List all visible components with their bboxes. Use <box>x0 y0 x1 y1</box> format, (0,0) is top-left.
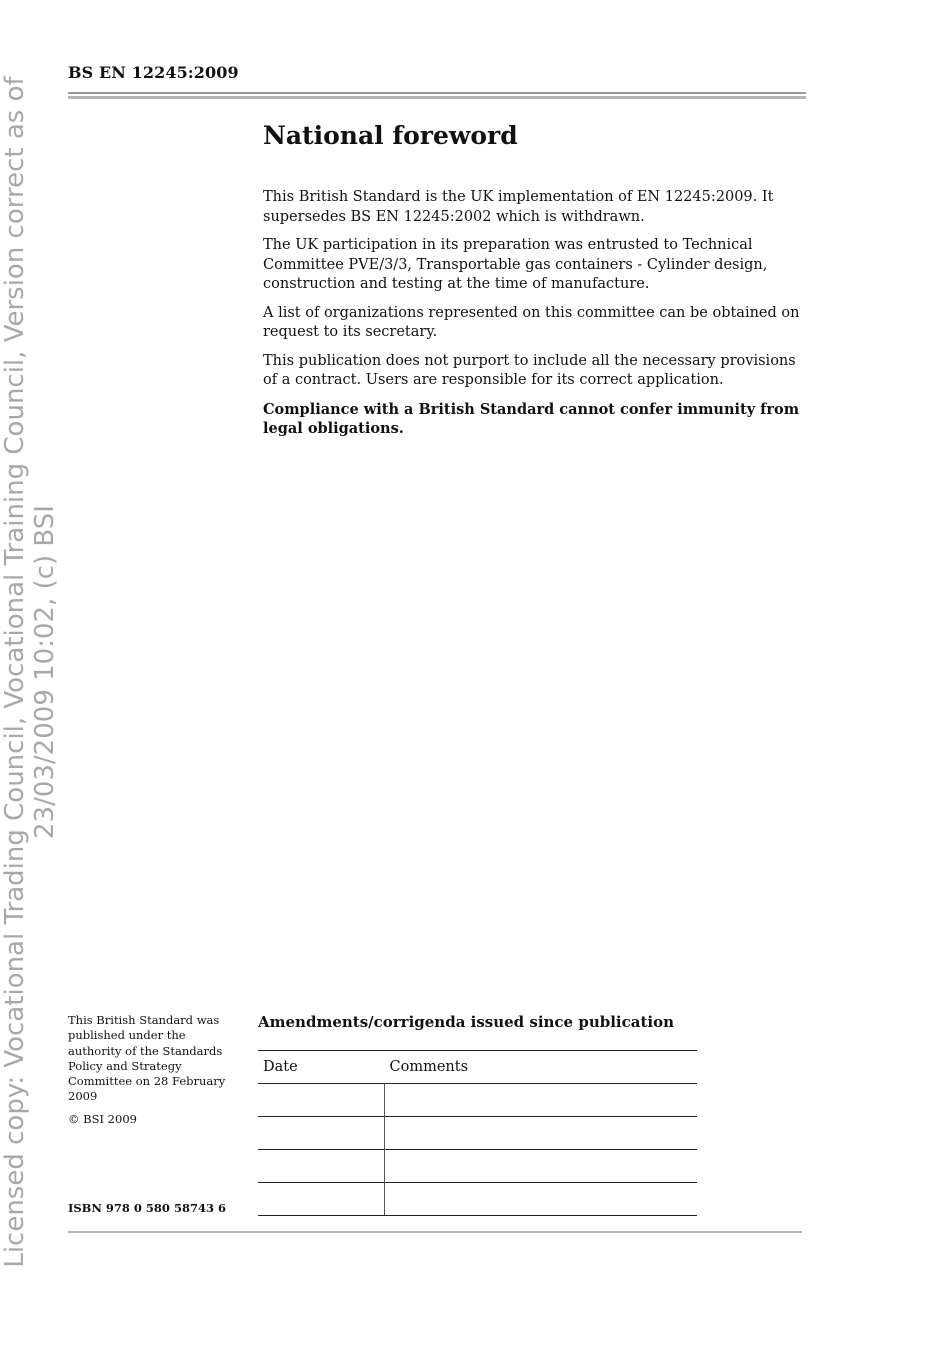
publication-note: This British Standard was published under the authority of the Standards Policy and Strategy Committee on 28 February 2009 <box>68 1013 226 1104</box>
comments-cell <box>385 1150 698 1183</box>
comments-cell <box>385 1084 698 1117</box>
table-row <box>258 1084 697 1117</box>
paragraph-committee-list: A list of organizations represented on this committee can be obtained on request to its secretary. <box>263 304 800 340</box>
amendments-table <box>258 1050 697 1216</box>
license-watermark <box>0 0 60 1345</box>
paragraph-disclaimer: This publication does not purport to include all the necessary provisions of a contract. Users are responsible for its correct application. <box>263 352 796 388</box>
amendments-header-row <box>258 1051 697 1084</box>
comments-cell <box>385 1117 698 1150</box>
paragraph-participation: The UK participation in its preparation was entrusted to Technical Committee PVE/3/3, Transportable gas containers - Cylinder design, construction and testing at the time of manufacture. <box>263 237 768 292</box>
date-cell <box>258 1183 385 1216</box>
document-id: BS EN 12245:2009 <box>68 63 239 82</box>
column-header-date: Date <box>258 1051 385 1084</box>
copyright-notice: © BSI 2009 <box>68 1111 137 1126</box>
date-cell <box>258 1084 385 1117</box>
table-row <box>258 1117 697 1150</box>
table-row <box>258 1150 697 1183</box>
page-title: National foreword <box>263 121 518 150</box>
foreword-body <box>263 188 803 448</box>
paragraph-implementation: This British Standard is the UK implementation of EN 12245:2009. It supersedes BS EN 12245:2002 which is withdrawn. <box>263 189 774 225</box>
publication-info <box>68 1013 233 1134</box>
watermark-text: Licensed copy: Vocational Trading Council, Vocational Training Council, Version correct as of 23/03/2009 10:02, (c) BSI <box>0 76 60 1268</box>
isbn: ISBN 978 0 580 58743 6 <box>68 1201 226 1215</box>
amendments-heading: Amendments/corrigenda issued since publication <box>258 1013 674 1031</box>
comments-cell <box>385 1183 698 1216</box>
date-cell <box>258 1117 385 1150</box>
header-rule-thick <box>68 96 806 99</box>
paragraph-compliance: Compliance with a British Standard cannot confer immunity from legal obligations. <box>263 400 800 437</box>
header-rule <box>68 92 806 94</box>
column-header-comments: Comments <box>385 1051 698 1084</box>
table-row <box>258 1183 697 1216</box>
date-cell <box>258 1150 385 1183</box>
footer-rule <box>68 1231 802 1233</box>
